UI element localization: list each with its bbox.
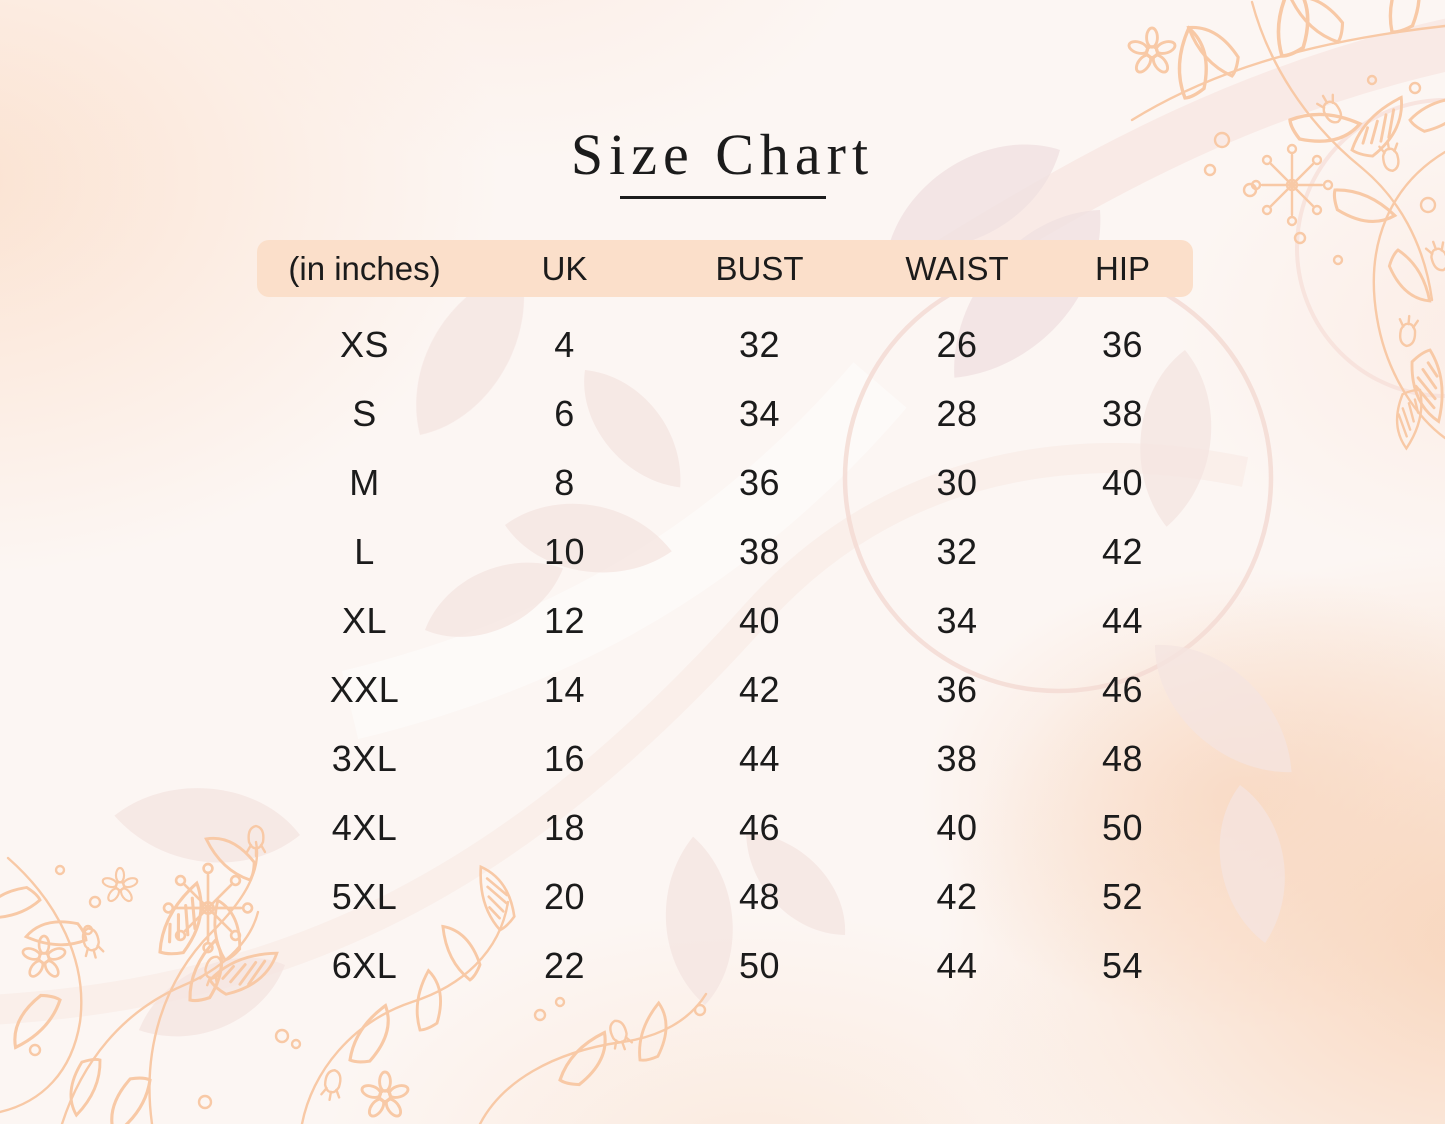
cell-uk: 12 (543, 599, 586, 641)
cell-size: S (352, 392, 377, 434)
flower-bud-icon (1425, 239, 1445, 273)
table-row (257, 655, 1193, 724)
cell-waist: 42 (936, 875, 978, 917)
column-header-waist: WAIST (905, 249, 1009, 287)
table-header-row (257, 240, 1193, 297)
berry-icon (695, 1005, 705, 1015)
cell-size: 4XL (331, 806, 398, 848)
flower-icon (361, 1072, 410, 1119)
berry-icon (30, 1045, 40, 1055)
cell-size: L (354, 530, 375, 572)
cell-uk: 6 (554, 392, 575, 434)
dandelion-icon (164, 864, 252, 952)
berry-icon (90, 897, 100, 907)
table-row (257, 724, 1193, 793)
table-row (257, 310, 1193, 379)
cell-size: 6XL (331, 944, 398, 986)
flower-bud-icon (1398, 315, 1419, 346)
flower-bud-icon (606, 1018, 633, 1052)
cell-waist: 26 (936, 323, 978, 365)
berry-icon (1410, 83, 1420, 93)
cell-uk: 8 (554, 461, 575, 503)
leaf-icon (1291, 0, 1346, 49)
cell-hip: 52 (1101, 875, 1144, 917)
cell-waist: 38 (936, 737, 978, 779)
leaf-icon (55, 1054, 118, 1115)
table-row (257, 517, 1193, 586)
cell-bust: 50 (738, 944, 781, 986)
leaf-icon (98, 1073, 163, 1124)
cell-uk: 14 (543, 668, 586, 710)
cell-hip: 40 (1101, 461, 1144, 503)
cell-waist: 44 (936, 944, 978, 986)
cell-bust: 40 (738, 599, 781, 641)
table-row (257, 793, 1193, 862)
cell-waist: 34 (936, 599, 978, 641)
cell-hip: 54 (1101, 944, 1144, 986)
cell-bust: 34 (738, 392, 781, 434)
table-row (257, 862, 1193, 931)
cell-bust: 46 (738, 806, 781, 848)
berry-icon (1244, 184, 1256, 196)
column-header-unit: (in inches) (288, 249, 441, 287)
size-table (257, 240, 1193, 1000)
cell-uk: 10 (543, 530, 586, 572)
column-header-bust: BUST (715, 249, 804, 287)
cell-uk: 4 (554, 323, 575, 365)
leaf-icon (337, 1006, 402, 1068)
cell-bust: 42 (738, 668, 781, 710)
cell-waist: 32 (936, 530, 978, 572)
cell-size: XL (341, 599, 388, 641)
flower-bud-icon (321, 1069, 344, 1102)
cell-hip: 36 (1101, 323, 1144, 365)
leaf-icon (553, 1033, 612, 1088)
table-row (257, 931, 1193, 1000)
cell-hip: 42 (1101, 530, 1144, 572)
berry-icon (292, 1040, 300, 1048)
berry-icon (1421, 198, 1435, 212)
cell-hip: 48 (1101, 737, 1144, 779)
cell-uk: 18 (543, 806, 586, 848)
title-underline (620, 196, 826, 199)
cell-size: M (349, 461, 380, 503)
cell-bust: 36 (738, 461, 781, 503)
berry-icon (276, 1030, 288, 1042)
page-title: Size Chart (570, 122, 875, 187)
berry-icon (1334, 256, 1342, 264)
cell-uk: 16 (543, 737, 586, 779)
cell-size: 5XL (331, 875, 398, 917)
table-row (257, 586, 1193, 655)
cell-waist: 28 (936, 392, 978, 434)
cell-size: 3XL (331, 737, 398, 779)
table-body (257, 310, 1193, 1000)
cell-hip: 38 (1101, 392, 1144, 434)
cell-hip: 50 (1101, 806, 1144, 848)
cell-hip: 46 (1101, 668, 1144, 710)
cell-uk: 20 (543, 875, 586, 917)
hatched-leaf-icon (1393, 345, 1445, 421)
table-row (257, 448, 1193, 517)
leaf-silhouette-icon (1203, 783, 1301, 945)
berry-icon (84, 926, 92, 934)
table-row (257, 379, 1193, 448)
column-header-uk: UK (541, 249, 588, 287)
cell-size: XXL (329, 668, 400, 710)
cell-bust: 44 (738, 737, 781, 779)
cell-waist: 36 (936, 668, 978, 710)
berry-icon (535, 1010, 545, 1020)
cell-hip: 44 (1101, 599, 1144, 641)
cell-bust: 32 (738, 323, 781, 365)
cell-bust: 38 (738, 530, 781, 572)
cell-uk: 22 (543, 944, 586, 986)
cell-waist: 40 (936, 806, 978, 848)
flower-icon (102, 868, 139, 903)
cell-waist: 30 (936, 461, 978, 503)
flower-icon (1128, 28, 1177, 75)
cell-size: XS (339, 323, 390, 365)
berry-icon (56, 866, 64, 874)
cell-bust: 48 (738, 875, 781, 917)
column-header-hip: HIP (1094, 249, 1150, 287)
berry-icon (199, 1096, 211, 1108)
